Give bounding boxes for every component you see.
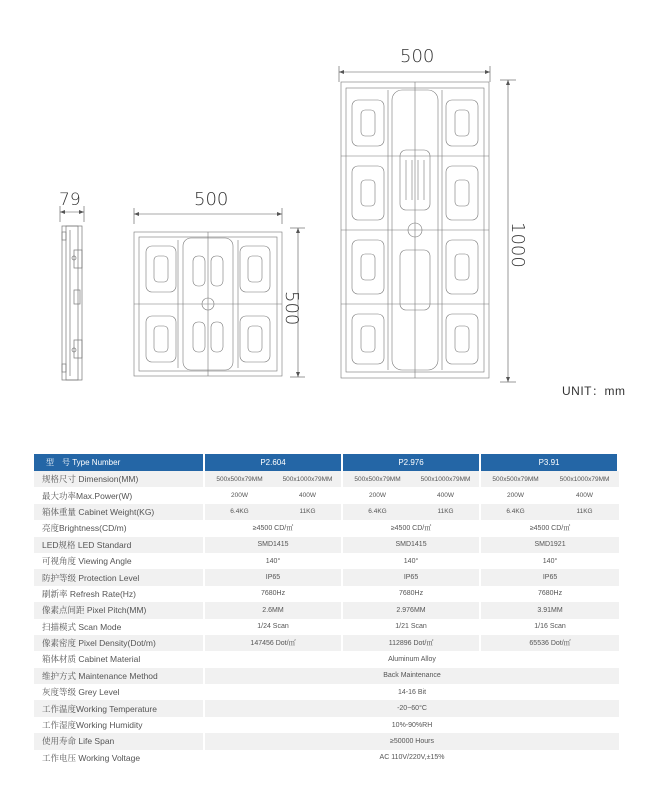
table-row — [34, 700, 619, 716]
table-row — [34, 487, 619, 503]
header-p2604: P2.604 — [205, 454, 343, 471]
cabinet-1000-width-label: 500 — [400, 46, 435, 67]
row-label: 防护等级 Protection Level — [34, 569, 205, 585]
header-p2976: P2.976 — [343, 454, 481, 471]
table-row — [34, 750, 619, 766]
row-label: 规格尺寸 Dimension(MM) — [34, 471, 205, 487]
table-cell: 200W — [481, 487, 550, 503]
row-label: 像素密度 Pixel Density(Dot/m) — [34, 635, 205, 651]
table-cell: ≥50000 Hours — [205, 733, 619, 749]
row-label: 亮度Brightness(CD/m) — [34, 520, 205, 536]
table-cell: IP65 — [343, 569, 481, 585]
row-label: 像素点间距 Pixel Pitch(MM) — [34, 602, 205, 618]
cabinet-1000-height-label: 1000 — [507, 222, 528, 268]
table-cell: 400W — [412, 487, 481, 503]
table-cell: 1/24 Scan — [205, 619, 343, 635]
side-depth-label: 79 — [59, 190, 81, 210]
row-label: 工作电压 Working Voltage — [34, 750, 205, 766]
table-cell: 147456 Dot/㎡ — [205, 635, 343, 651]
table-cell: 7680Hz — [343, 586, 481, 602]
table-cell: 7680Hz — [205, 586, 343, 602]
table-row — [34, 619, 619, 635]
table-cell: ≥4500 CD/㎡ — [205, 520, 343, 536]
table-row — [34, 553, 619, 569]
table-row — [34, 569, 619, 585]
table-cell: -20~60°C — [205, 700, 619, 716]
row-label: 工作湿度Working Humidity — [34, 717, 205, 733]
table-cell: 1/21 Scan — [343, 619, 481, 635]
cabinet-500-height-label: 500 — [281, 291, 302, 326]
table-cell: 2.976MM — [343, 602, 481, 618]
table-cell: 200W — [205, 487, 274, 503]
table-cell: AC 110V/220V,±15% — [205, 750, 619, 766]
table-row — [34, 537, 619, 553]
table-row — [34, 668, 619, 684]
table-cell: 112896 Dot/㎡ — [343, 635, 481, 651]
table-cell: 140° — [481, 553, 619, 569]
table-cell: 200W — [343, 487, 412, 503]
table-row — [34, 586, 619, 602]
spec-table — [34, 454, 619, 766]
header-type-number: 型 号 Type Number — [34, 454, 205, 471]
table-header-row — [34, 454, 619, 471]
table-row — [34, 717, 619, 733]
table-row — [34, 651, 619, 667]
cabinet-500x500-drawing — [134, 232, 282, 376]
row-label: 箱体材质 Cabinet Material — [34, 651, 205, 667]
table-row — [34, 471, 619, 487]
table-cell: 3.91MM — [481, 602, 619, 618]
table-cell: 6.4KG — [481, 504, 550, 520]
table-cell: 140° — [343, 553, 481, 569]
row-label: 箱体重量 Cabinet Weight(KG) — [34, 504, 205, 520]
row-label: 刷新率 Refresh Rate(Hz) — [34, 586, 205, 602]
table-cell: SMD1415 — [343, 537, 481, 553]
table-cell: SMD1415 — [205, 537, 343, 553]
table-cell: 500x1000x79MM — [274, 471, 343, 487]
table-cell: Aluminum Alloy — [205, 651, 619, 667]
row-label: 使用寿命 Life Span — [34, 733, 205, 749]
table-cell: 1/16 Scan — [481, 619, 619, 635]
cabinet-500x1000-drawing — [341, 82, 489, 378]
table-cell: ≥4500 CD/㎡ — [343, 520, 481, 536]
row-label: 工作温度Working Temperature — [34, 700, 205, 716]
row-label: 维护方式 Maintenance Method — [34, 668, 205, 684]
table-cell: 500x1000x79MM — [550, 471, 619, 487]
table-cell: 500x500x79MM — [205, 471, 274, 487]
table-cell: 11KG — [274, 504, 343, 520]
side-view — [62, 226, 82, 380]
cabinet-500-width-label: 500 — [194, 189, 229, 210]
table-row — [34, 684, 619, 700]
table-cell: 400W — [550, 487, 619, 503]
table-cell: 10%-90%RH — [205, 717, 619, 733]
row-label: 最大功率Max.Power(W) — [34, 487, 205, 503]
row-label: 扫描模式 Scan Mode — [34, 619, 205, 635]
table-cell: 11KG — [550, 504, 619, 520]
table-row — [34, 520, 619, 536]
table-row — [34, 504, 619, 520]
table-cell: 65536 Dot/㎡ — [481, 635, 619, 651]
table-cell: 6.4KG — [205, 504, 274, 520]
table-row — [34, 602, 619, 618]
table-cell: IP65 — [481, 569, 619, 585]
table-cell: ≥4500 CD/㎡ — [481, 520, 619, 536]
table-cell: 14-16 Bit — [205, 684, 619, 700]
header-p391: P3.91 — [481, 454, 619, 471]
table-row — [34, 635, 619, 651]
table-cell: 500x500x79MM — [343, 471, 412, 487]
table-cell: Back Maintenance — [205, 668, 619, 684]
table-cell: SMD1921 — [481, 537, 619, 553]
table-cell: 500x500x79MM — [481, 471, 550, 487]
table-cell: IP65 — [205, 569, 343, 585]
row-label: LED规格 LED Standard — [34, 537, 205, 553]
table-cell: 400W — [274, 487, 343, 503]
table-cell: 6.4KG — [343, 504, 412, 520]
row-label: 灰度等级 Grey Level — [34, 684, 205, 700]
table-cell: 11KG — [412, 504, 481, 520]
unit-label: UNIT：mm — [562, 384, 626, 398]
table-cell: 140° — [205, 553, 343, 569]
table-row — [34, 733, 619, 749]
table-cell: 2.6MM — [205, 602, 343, 618]
table-cell: 500x1000x79MM — [412, 471, 481, 487]
row-label: 可视角度 Viewing Angle — [34, 553, 205, 569]
table-cell: 7680Hz — [481, 586, 619, 602]
